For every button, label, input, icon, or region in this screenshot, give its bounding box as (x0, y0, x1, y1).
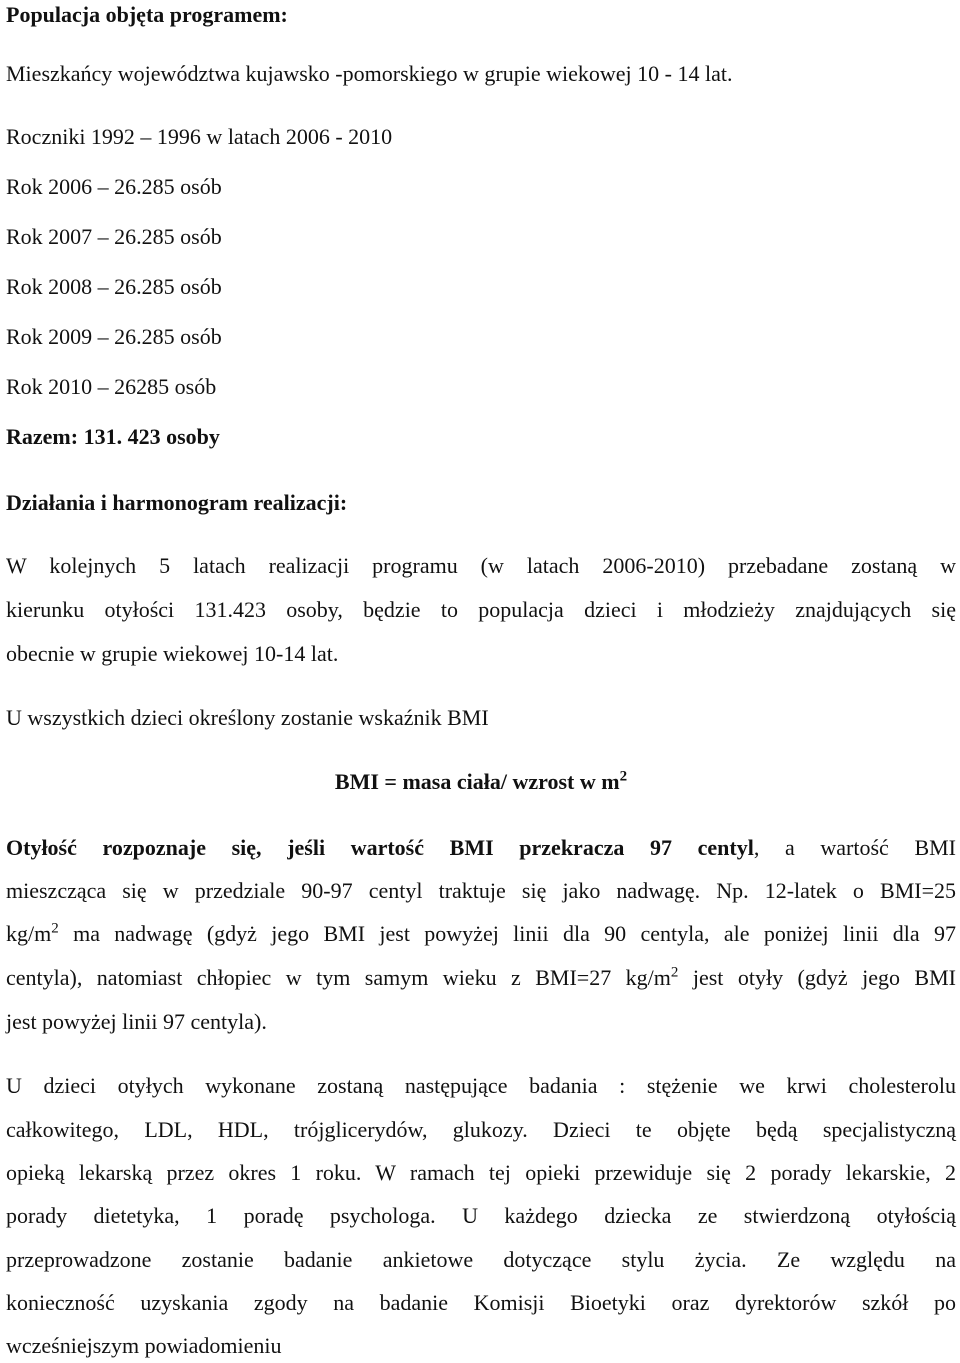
paragraph-line: konieczność uzyskania zgody na badanie Komisji Bioetyki oraz dyrektorów szkół po (6, 1290, 956, 1315)
bmi-formula (6, 769, 956, 795)
year-row: Rok 2007 – 26.285 osób (6, 224, 222, 249)
heading-actions: Działania i harmonogram realizacji: (6, 490, 348, 515)
total-value: 131. 423 osoby (83, 424, 220, 449)
year-row: Rok 2009 – 26.285 osób (6, 324, 222, 349)
year-row: Rok 2010 – 26285 osób (6, 374, 217, 399)
paragraph-line: U dzieci otyłych wykonane zostaną następujące badania : stężenie we krwi cholesterolu (6, 1073, 956, 1098)
paragraph-line: kierunku otyłości 131.423 osoby, będzie to populacja dzieci i młodzieży znajdujących się (6, 597, 956, 622)
text-run: ma nadwagę (gdyż jego BMI jest powyżej linii dla 90 centyla, ale poniżej linii dla 97 (58, 921, 956, 946)
exponent: 2 (51, 920, 59, 937)
bmi-intro: U wszystkich dzieci określony zostanie wskaźnik BMI (6, 705, 489, 730)
obesity-definition-rest: , a wartość BMI (753, 835, 957, 860)
formula-text: BMI = masa ciała/ wzrost w m (334, 769, 620, 794)
text-run: centyla), natomiast chłopiec w tym samym wieku z BMI=27 kg/m (6, 965, 671, 990)
paragraph-line: wcześniejszym powiadomieniu (6, 1333, 282, 1358)
text-run: kg/m (6, 921, 52, 946)
year-row: Rok 2006 – 26.285 osób (6, 174, 222, 199)
paragraph-line (6, 835, 956, 861)
paragraph-line: porady dietetyka, 1 poradę psychologa. U każdego dziecka ze stwierdzoną otyłością (6, 1203, 956, 1228)
formula-exponent: 2 (619, 768, 628, 785)
population-description: Mieszkańcy województwa kujawsko -pomorskiego w grupie wiekowej 10 - 14 lat. (6, 61, 733, 86)
paragraph-line: obecnie w grupie wiekowej 10-14 lat. (6, 641, 339, 666)
text-run: jest otyły (gdyż jego BMI (678, 965, 956, 990)
paragraph-line (6, 965, 956, 991)
total-line (6, 424, 220, 450)
paragraph-line: mieszcząca się w przedziale 90-97 centyl traktuje się jako nadwagę. Np. 12-latek o BMI=25 (6, 878, 956, 903)
heading-population: Populacja objęta programem: (6, 2, 288, 27)
year-row: Rok 2008 – 26.285 osób (6, 274, 222, 299)
obesity-definition: Otyłość rozpoznaje się, jeśli wartość BMI przekracza 97 centyl (6, 835, 754, 860)
cohorts-line: Roczniki 1992 – 1996 w latach 2006 - 2010 (6, 124, 393, 149)
paragraph-line: jest powyżej linii 97 centyla). (6, 1009, 267, 1034)
exponent: 2 (670, 964, 679, 981)
paragraph-line: całkowitego, LDL, HDL, trójglicerydów, glukozy. Dzieci te objęte będą specjalistyczną (6, 1117, 956, 1142)
paragraph-line: opieką lekarską przez okres 1 roku. W ramach tej opieki przewiduje się 2 porady lekarskie, 2 (6, 1160, 956, 1185)
paragraph-line: przeprowadzone zostanie badanie ankietowe dotyczące stylu życia. Ze względu na (6, 1247, 956, 1272)
paragraph-line (6, 921, 956, 947)
paragraph-line: W kolejnych 5 latach realizacji programu (w latach 2006-2010) przebadane zostaną w (6, 553, 956, 578)
total-label: Razem: (6, 424, 84, 449)
